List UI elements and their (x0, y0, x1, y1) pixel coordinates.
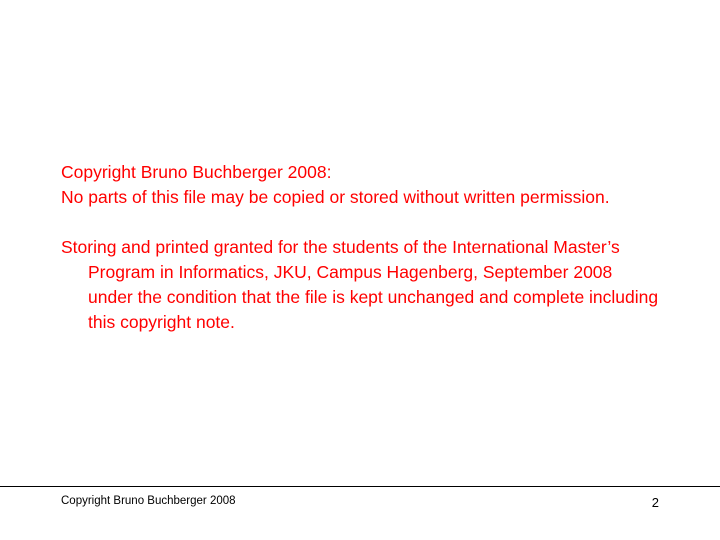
slide-body (61, 160, 661, 335)
permission-note-text: Storing and printed granted for the students of the International Master’s Program in Informatics, JKU, Campus Hagenberg, September 2008 under the condition that the file is kept unchanged and complete including this copyright note. (61, 237, 659, 332)
footer-divider (0, 486, 720, 487)
page-number: 2 (651, 495, 659, 510)
copy-restriction-text: No parts of this file may be copied or stored without written permission. (61, 187, 610, 207)
copyright-heading: Copyright Bruno Buchberger 2008: (61, 162, 332, 182)
footer-copyright: Copyright Bruno Buchberger 2008 (61, 495, 236, 507)
